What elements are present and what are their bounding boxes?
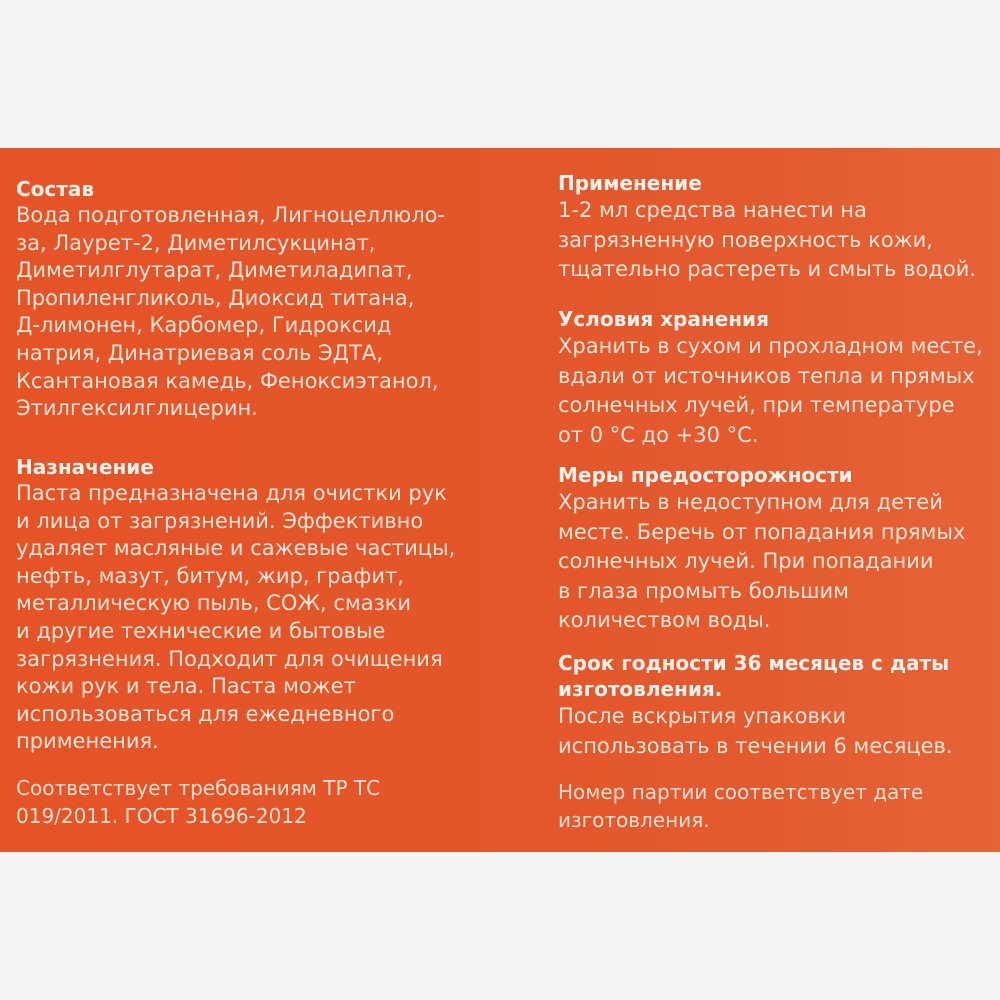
compliance-section (16, 774, 516, 830)
composition-section (16, 176, 516, 423)
storage-text: Хранить в сухом и прохладном месте, вдали от источников тепла и прямых солнечных лучей, при температуре от 0 °С до +30 °С. (558, 334, 983, 447)
storage-section (558, 306, 988, 450)
application-heading: Применение (558, 171, 702, 195)
storage-heading: Условия хранения (558, 307, 769, 331)
application-section (558, 170, 988, 285)
shelf-life-heading: Срок годности 36 месяцев с даты изготовления. (558, 651, 950, 701)
precautions-section (558, 462, 988, 636)
purpose-section (16, 454, 516, 756)
application-text: 1-2 мл средства нанести на загрязненную поверхность кожи, тщательно растереть и смыть водой. (558, 198, 977, 281)
product-label (0, 148, 1000, 852)
composition-text: Вода подготовленная, Лигноцеллюло- за, Лаурет-2, Диметилсукцинат, Диметилглутарат, Диметиладипат, Пропиленгликоль, Диоксид титана, Д-лимонен, Карбомер, Гидроксид натрия, Динатриевая соль ЭДТА, Ксантановая камедь, Феноксиэтанол, Этилгексилглицерин. (16, 203, 446, 421)
precautions-heading: Меры предосторожности (558, 463, 853, 487)
batch-note-text: Номер партии соответствует дате изготовления. (558, 780, 924, 832)
shelf-life-text: После вскрытия упаковки использовать в течении 6 месяцев. (558, 704, 953, 758)
purpose-text: Паста предназначена для очистки рук и лица от загрязнений. Эффективно удаляет масляные и сажевые частицы, нефть, мазут, битум, жир, графит, металлическую пыль, СОЖ, смазки и другие технические и бытовые загрязнения. Подходит для очищения кожи рук и тела. Паста может использоваться для ежедневного применения. (16, 481, 456, 754)
precautions-text: Хранить в недоступном для детей месте. Беречь от попадания прямых солнечных лучей. При попадании в глаза промыть большим количеством воды. (558, 490, 966, 632)
purpose-heading: Назначение (16, 455, 154, 479)
composition-heading: Состав (16, 177, 95, 201)
batch-note-section (558, 778, 988, 834)
shelf-life-section (558, 650, 988, 761)
compliance-text: Соответствует требованиям ТР ТС 019/2011. ГОСТ 31696-2012 (16, 776, 381, 828)
